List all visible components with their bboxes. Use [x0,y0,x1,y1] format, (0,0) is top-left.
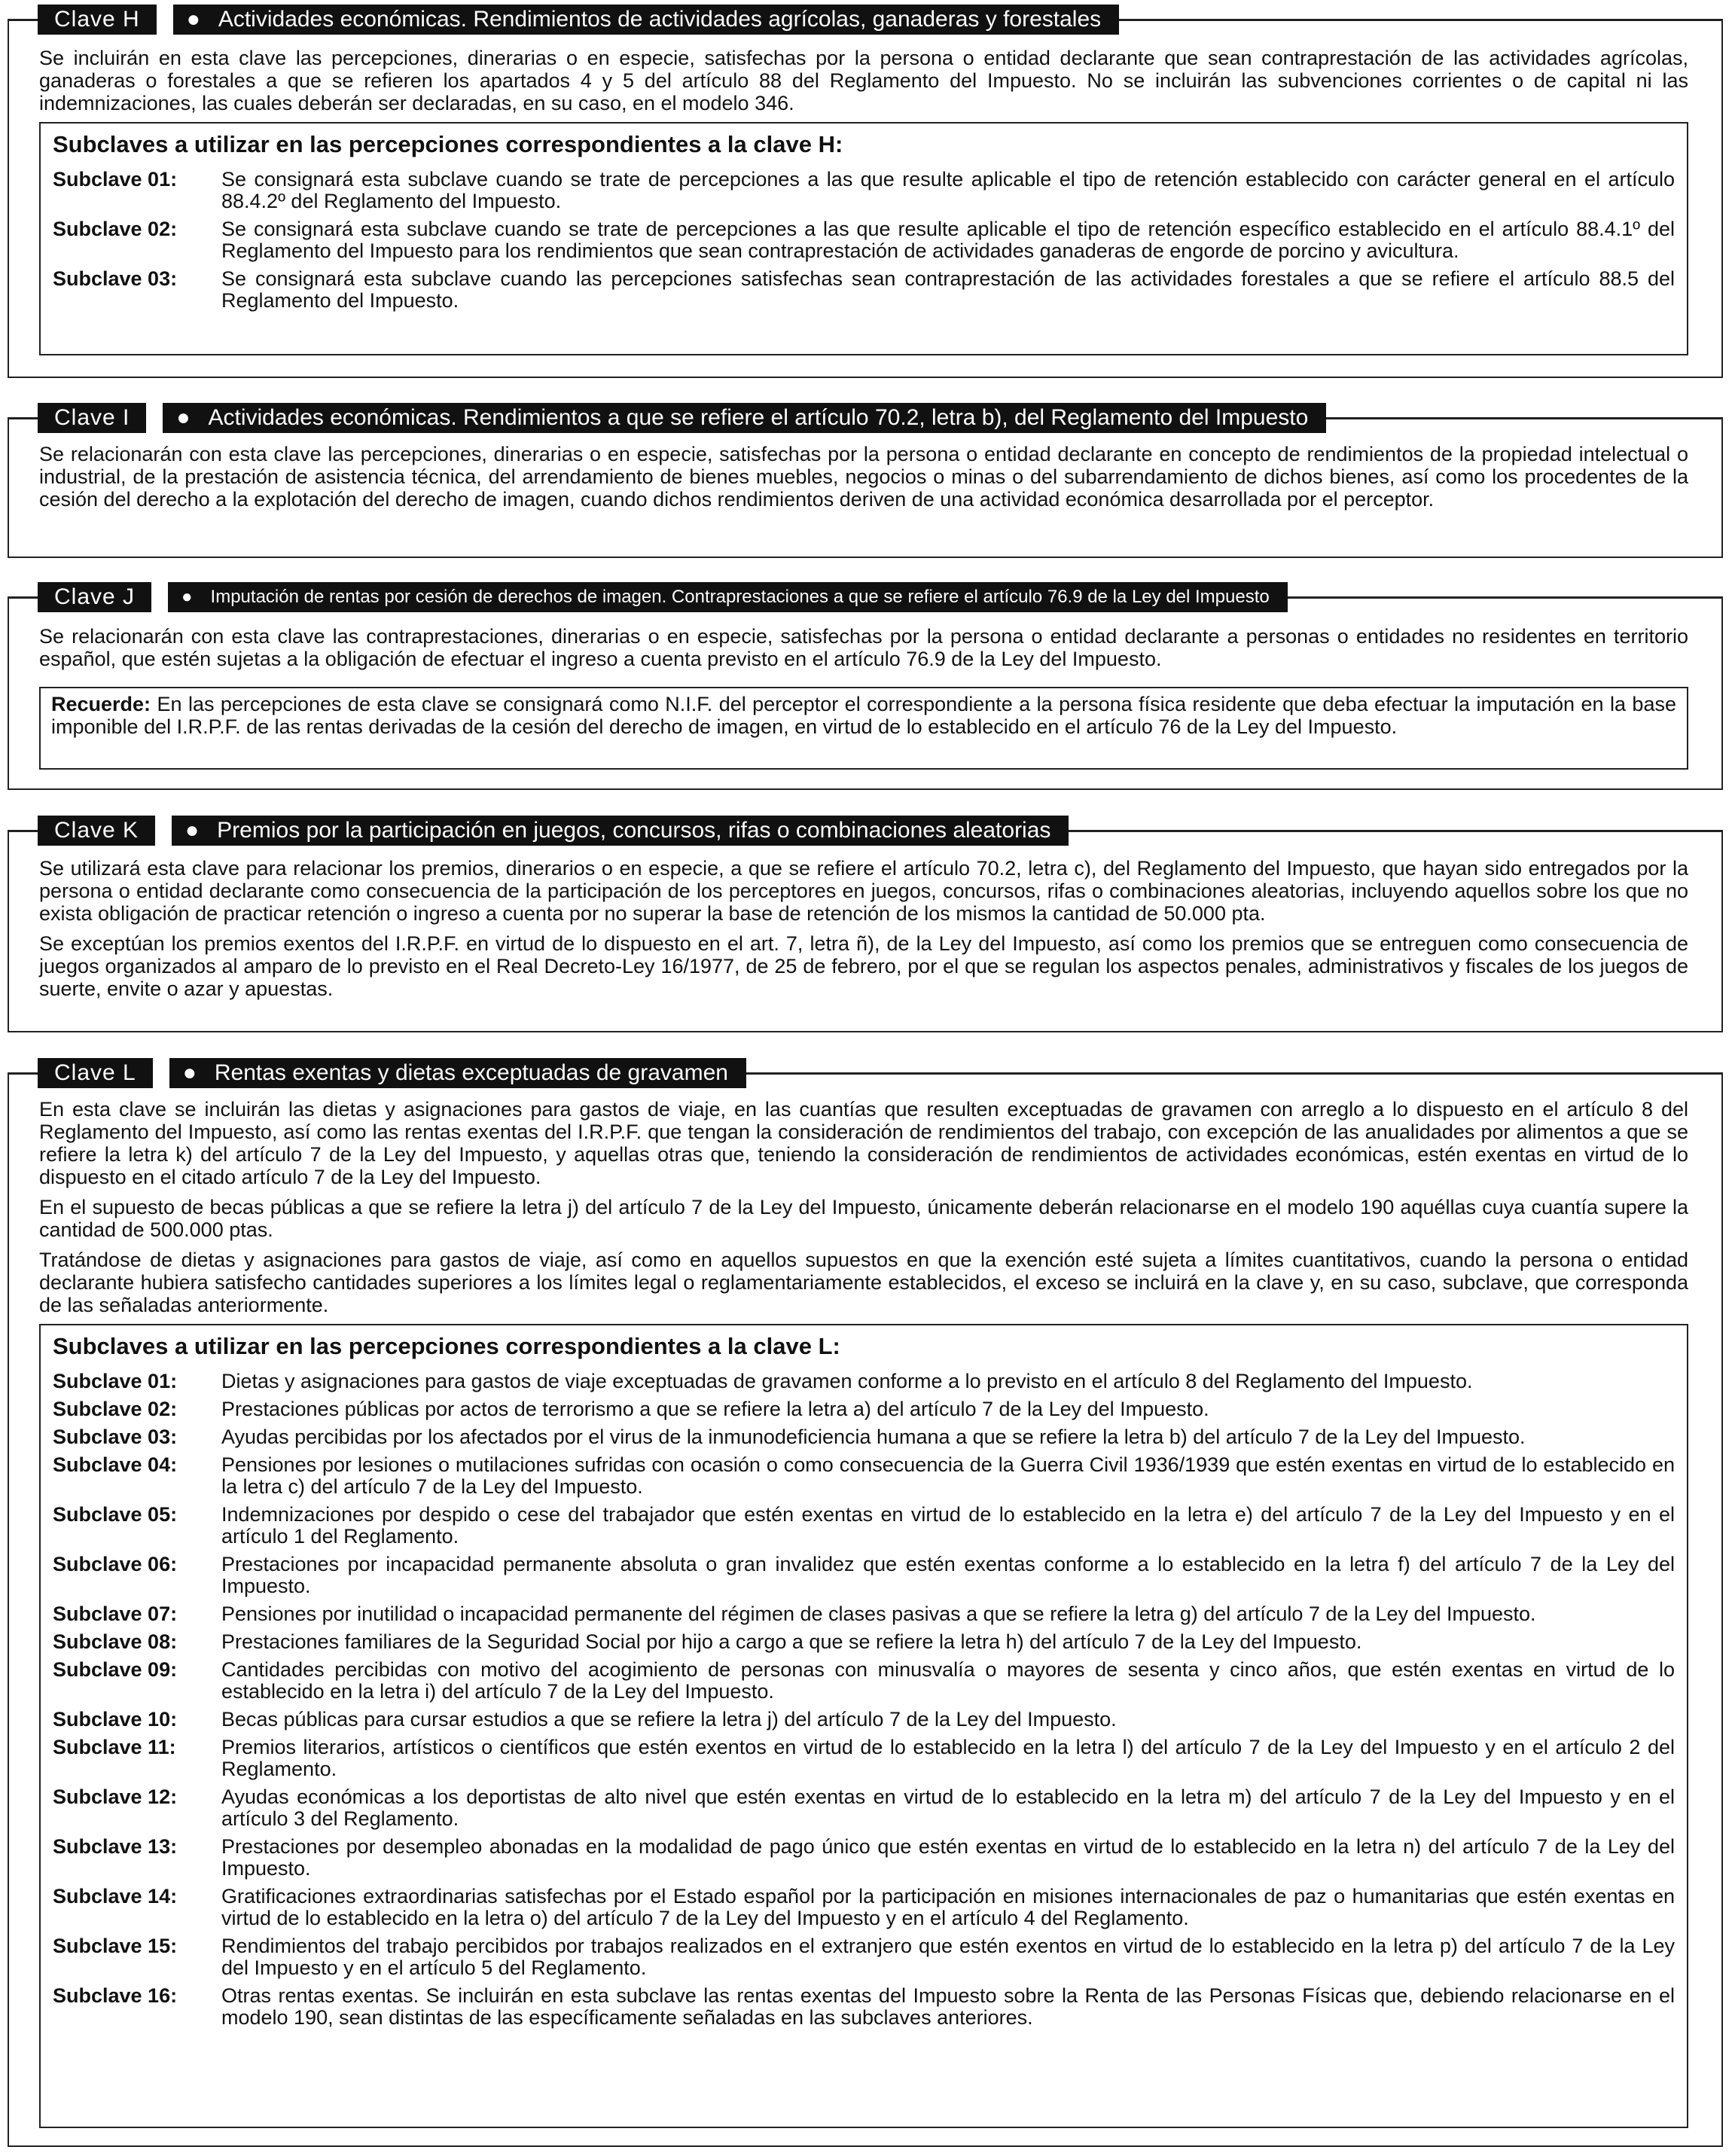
subclave-row [53,169,1675,212]
subclave-description: Indemnizaciones por despido o cese del trabajador que estén exentas en virtud de lo establecido en la letra e) del artículo 7 de la Ley del Impuesto y en el artículo 1 del Reglamento. [221,1503,1675,1548]
subclave-code: Subclave 10: [53,1708,178,1731]
subclave-code: Subclave 01: [53,1370,178,1392]
header-clave-j [8,582,1723,612]
section-body [39,443,1688,518]
subclave-code: Subclave 11: [53,1736,176,1758]
subclave-code: Subclave 03: [53,1426,178,1448]
subclave-description: Prestaciones por desempleo abonadas en la modalidad de pago único que estén exentas en virtud de lo establecido en la letra n) del artículo 7 de la Ley del Impuesto. [221,1835,1675,1880]
subclave-description: Ayudas económicas a los deportistas de alto nivel que estén exentas en virtud de lo establecido en la letra m) del artículo 7 de la Ley del Impuesto y en el artículo 3 del Reglamento. [221,1785,1675,1830]
subclave-description: Otras rentas exentas. Se incluirán en esta subclave las rentas exentas del Impuesto sobre la Renta de las Personas Físicas que, debiendo relacionarse en el modelo 190, sean distintas de las específicamente señaladas en las subclaves anteriores. [221,1984,1675,2029]
subclave-row [53,1985,1675,2029]
clave-label: Clave J [38,582,151,612]
subclave-code: Subclave 15: [53,1935,178,1957]
subclave-row [53,1935,1675,1979]
bullet-icon: ● [182,1060,197,1085]
paragraph: En el supuesto de becas públicas a que se refiere la letra j) del artículo 7 de la Ley del Impuesto, únicamente deberán relacionarse en el modelo 190 aquéllas cuya cuantía supere la cantidad de 500.000 ptas. [39,1196,1688,1241]
subclave-description: Pensiones por lesiones o mutilaciones sufridas con ocasión o como consecuencia de la Guerra Civil 1936/1939 que estén exentas en virtud de lo establecido en la letra c) del artículo 7 de la Ley del Impuesto. [221,1453,1675,1498]
paragraph: Se incluirán en esta clave las percepciones, dinerarias o en especie, satisfechas por la persona o entidad declarante que sean contraprestación de las actividades agrícolas, ganaderas o forestales a que se refieren los apartados 4 y 5 del artículo 88 del Reglamento del Impuesto. No se incluirán las subvenciones corrientes o de capital ni las indemnizaciones, las cuales deberán ser declaradas, en su caso, en el modelo 346. [39,47,1688,114]
subclave-row [53,1603,1675,1625]
clave-label: Clave H [38,5,157,35]
note-text: En las percepciones de esta clave se consignará como N.I.F. del perceptor el correspondiente a la persona física residente que deba efectuar la imputación en la base imponible del I.R.P.F. de las rentas derivadas de la cesión del derecho de imagen, en virtud de lo establecido en el artículo 76 de la Ley del Impuesto. [51,693,1676,738]
subclave-code: Subclave 02: [53,218,178,240]
subclaves-title: Subclaves a utilizar en las percepciones correspondientes a la clave H: [53,131,843,157]
subclave-description: Rendimientos del trabajo percibidos por trabajos realizados en el extranjero que estén exentos en virtud de lo establecido en la letra p) del artículo 7 de la Ley del Impuesto y en el artículo 5 del Reglamento. [221,1935,1675,1979]
section-body [39,1098,1688,1324]
clave-label: Clave L [38,1058,153,1088]
subclave-row [53,268,1675,312]
paragraph: Se relacionarán con esta clave las percepciones, dinerarias o en especie, satisfechas por la persona o entidad declarante en concepto de rendimientos de la propiedad intelectual o industrial, de la prestación de asistencia técnica, del arrendamiento de bienes muebles, negocios o minas o del subarrendamiento de dichos bienes, así como los procedentes de la cesión del derecho a la explotación del derecho de imagen, cuando dichos rendimientos deriven de una actividad económica desarrollada por el perceptor. [39,443,1688,511]
subclave-code: Subclave 02: [53,1398,178,1420]
section-title [163,403,1326,433]
subclave-row [53,1504,1675,1548]
subclave-row [53,1886,1675,1929]
section-title-text: Premios por la participación en juegos, concursos, rifas o combinaciones aleatorias [217,818,1051,843]
section-title [173,5,1119,35]
subclave-description: Prestaciones por incapacidad permanente absoluta o gran invalidez que estén exentas conforme a lo establecido en la letra f) del artículo 7 de la Ley del Impuesto. [221,1553,1675,1597]
subclave-description: Se consignará esta subclave cuando se trate de percepciones a las que resulte aplicable el tipo de retención establecido con carácter general en el artículo 88.4.2º del Reglamento del Impuesto. [221,168,1675,212]
subclave-code: Subclave 07: [53,1603,178,1625]
subclave-code: Subclave 08: [53,1630,178,1653]
subclave-description: Se consignará esta subclave cuando las percepciones satisfechas sean contraprestación de las actividades forestales a que se refiere el artículo 88.5 del Reglamento del Impuesto. [221,267,1675,312]
subclave-description: Premios literarios, artísticos o científicos que estén exentos en virtud de lo establecido en la letra l) del artículo 7 de la Ley del Impuesto y en el artículo 2 del Reglamento. [221,1736,1675,1780]
bullet-icon: ● [186,7,200,32]
subclave-row [53,1631,1675,1653]
paragraph: Tratándose de dietas y asignaciones para gastos de viaje, así como en aquellos supuestos en que la exención esté sujeta a límites cuantitativos, cuando la persona o entidad declarante hubiera satisfecho cantidades superiores a los límites legal o reglamentariamente establecidos, el exceso se incluirá en la clave y, en su caso, subclave, que corresponda de las señaladas anteriormente. [39,1249,1688,1316]
subclave-description: Prestaciones públicas por actos de terrorismo a que se refiere la letra a) del artículo 7 de la Ley del Impuesto. [221,1398,1209,1420]
subclave-description: Ayudas percibidas por los afectados por el virus de la inmunodeficiencia humana a que se refiere la letra b) del artículo 7 de la Ley del Impuesto. [221,1426,1526,1448]
recuerde-note [39,687,1688,770]
clave-label: Clave K [38,816,155,846]
subclave-row [53,1454,1675,1498]
subclave-description: Becas públicas para cursar estudios a que se refiere la letra j) del artículo 7 de la Ley del Impuesto. [221,1708,1117,1731]
clave-label: Clave I [38,403,146,433]
section-body [39,857,1688,1008]
section-title-text: Actividades económicas. Rendimientos a que se refiere el artículo 70.2, letra b), del Reglamento del Impuesto [208,405,1309,430]
subclave-description: Gratificaciones extraordinarias satisfechas por el Estado español por la participación en misiones internacionales de paz o humanitarias que estén exentas en virtud de lo establecido en la letra o) del artículo 7 de la Ley del Impuesto y en el artículo 4 del Reglamento. [221,1885,1675,1929]
section-body [39,625,1688,678]
subclave-description: Dietas y asignaciones para gastos de viaje exceptuadas de gravamen conforme a lo previsto en el artículo 8 del Reglamento del Impuesto. [221,1370,1473,1392]
section-body [39,47,1688,122]
note-label: Recuerde: [51,693,151,715]
bullet-icon: ● [185,818,200,843]
subclaves-list [53,169,1675,312]
subclave-code: Subclave 14: [53,1885,178,1907]
subclave-row [53,218,1675,262]
subclave-row [53,1371,1675,1392]
section-title-text: Imputación de rentas por cesión de derechos de imagen. Contraprestaciones a que se refiere el artículo 76.9 de la Ley del Impuesto [210,587,1270,607]
subclave-code: Subclave 13: [53,1835,178,1858]
section-title [169,1058,746,1088]
section-title-text: Rentas exentas y dietas exceptuadas de gravamen [214,1060,728,1085]
subclave-row [53,1426,1675,1448]
subclave-row [53,1659,1675,1703]
subclave-description: Cantidades percibidas con motivo del acogimiento de personas con minusvalía o mayores de sesenta y cinco años, que estén exentas en virtud de lo establecido en la letra i) del artículo 7 de la Ley del Impuesto. [221,1658,1675,1703]
section-title [172,816,1069,846]
subclave-row [53,1836,1675,1880]
subclaves-list [53,1371,1675,2029]
header-clave-i [8,403,1723,433]
subclave-row [53,1786,1675,1830]
paragraph: Se relacionarán con esta clave las contraprestaciones, dinerarias o en especie, satisfechas por la persona o entidad declarante a personas o entidades no residentes en territorio español, que estén sujetas a la obligación de efectuar el ingreso a cuenta previsto en el artículo 76.9 de la Ley del Impuesto. [39,625,1688,670]
subclave-description: Pensiones por inutilidad o incapacidad permanente del régimen de clases pasivas a que se refiere la letra g) del artículo 7 de la Ley del Impuesto. [221,1603,1536,1625]
paragraph: En esta clave se incluirán las dietas y asignaciones para gastos de viaje, en las cuantías que resulten exceptuadas de gravamen con arreglo a lo dispuesto en el artículo 8 del Reglamento del Impuesto, así como las rentas exentas del I.R.P.F. que tengan la consideración de rendimientos del trabajo, con excepción de las anualidades por alimentos a que se refiere la letra k) del artículo 7 de la Ley del Impuesto, y aquellas otras que, teniendo la consideración de rendimientos de actividades económicas, estén exentas en virtud de lo dispuesto en el citado artículo 7 de la Ley del Impuesto. [39,1098,1688,1188]
subclaves-title: Subclaves a utilizar en las percepciones correspondientes a la clave L: [53,1333,840,1359]
header-clave-h [8,5,1723,35]
subclave-description: Se consignará esta subclave cuando se trate de percepciones a las que resulte aplicable el tipo de retención específico establecido en el artículo 88.4.1º del Reglamento del Impuesto para los rendimientos que sean contraprestación de actividades ganaderas de engorde de porcino y avicultura. [221,218,1675,262]
subclave-code: Subclave 01: [53,168,178,191]
subclave-row [53,1709,1675,1731]
subclaves-box-h [39,122,1688,355]
section-title [168,582,1288,612]
header-clave-k [8,816,1723,846]
subclave-code: Subclave 12: [53,1785,178,1808]
subclave-row [53,1554,1675,1597]
subclave-code: Subclave 05: [53,1503,178,1526]
subclaves-box-l [39,1324,1688,2128]
subclave-row [53,1737,1675,1780]
paragraph: Se utilizará esta clave para relacionar los premios, dinerarios o en especie, a que se refiere el artículo 70.2, letra c), del Reglamento del Impuesto, que hayan sido entregados por la persona o entidad declarante como consecuencia de la participación de los perceptores en juegos, concursos, rifas o combinaciones aleatorias, incluyendo aquellos sobre los que no exista obligación de practicar retención o ingreso a cuenta por no superar la base de retención de los mismos la cantidad de 50.000 pta. [39,857,1688,925]
subclave-code: Subclave 06: [53,1553,178,1575]
subclave-code: Subclave 04: [53,1453,178,1476]
section-title-text: Actividades económicas. Rendimientos de actividades agrícolas, ganaderas y forestales [218,7,1102,32]
subclave-code: Subclave 03: [53,267,178,290]
subclave-code: Subclave 09: [53,1658,178,1681]
bullet-icon: ● [176,405,191,430]
subclave-description: Prestaciones familiares de la Seguridad Social por hijo a cargo a que se refiere la letra h) del artículo 7 de la Ley del Impuesto. [221,1630,1362,1653]
subclave-code: Subclave 16: [53,1984,178,2007]
header-clave-l [8,1058,1723,1088]
subclave-row [53,1398,1675,1420]
paragraph: Se exceptúan los premios exentos del I.R.P.F. en virtud de lo dispuesto en el art. 7, letra ñ), de la Ley del Impuesto, así como los premios que se entreguen como consecuencia de juegos organizados al amparo de lo previsto en el Real Decreto-Ley 16/1977, de 25 de febrero, por el que se regulan los aspectos penales, administrativos y fiscales de los juegos de suerte, envite o azar y apuestas. [39,932,1688,1000]
bullet-icon: ● [181,587,193,607]
